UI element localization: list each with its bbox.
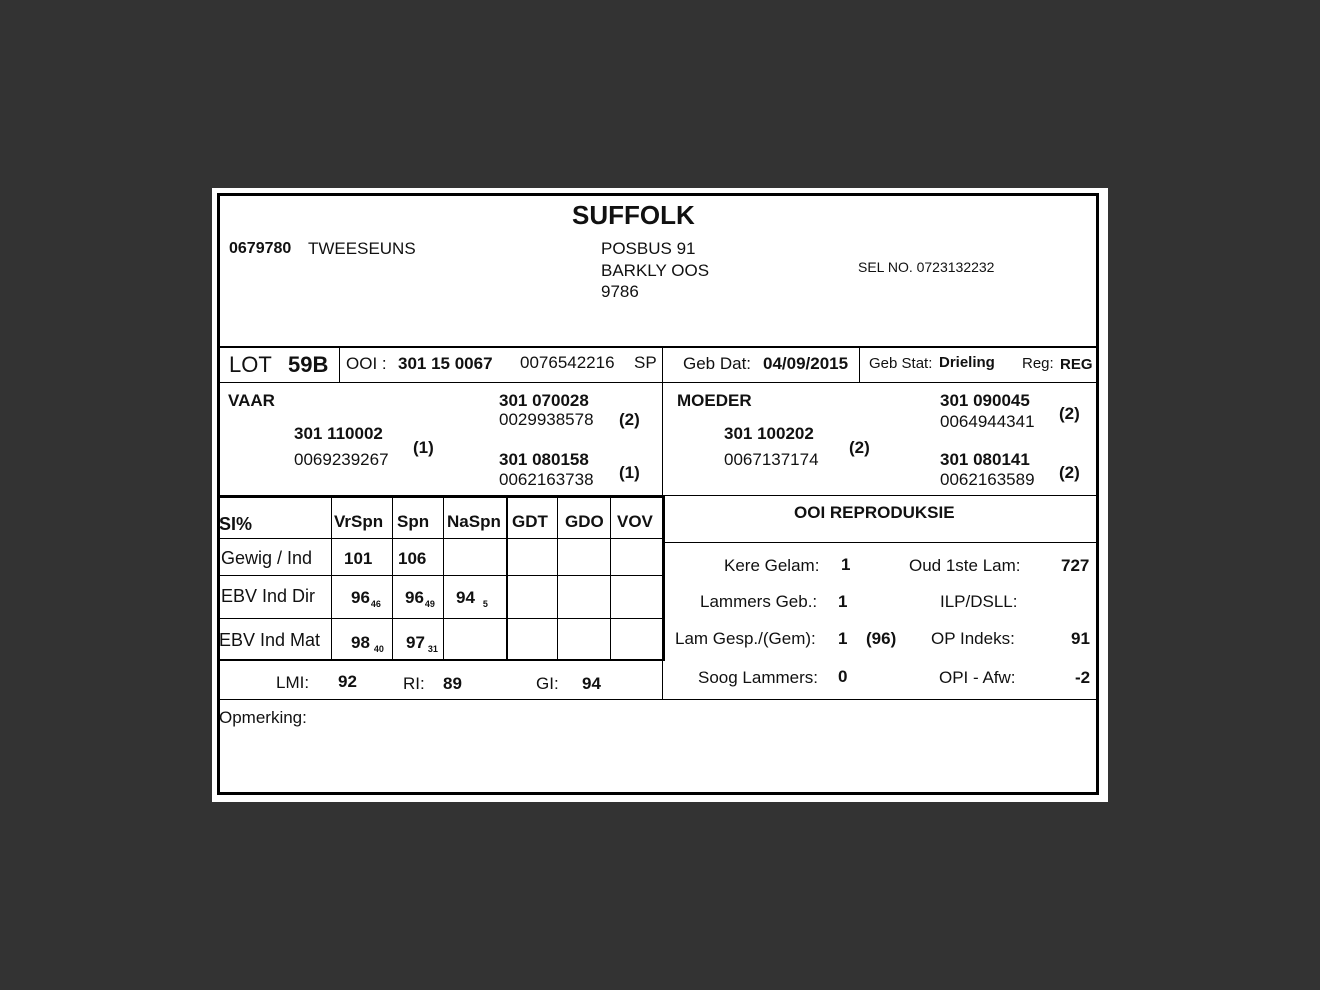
card-border: [217, 193, 1099, 795]
lammers-geb-value: 1: [838, 592, 848, 611]
table-col-rule-2: [392, 498, 393, 659]
row-label-gewig: Gewig / Ind: [221, 548, 313, 568]
ri-value: 89: [443, 674, 462, 693]
lmi-label: LMI:: [276, 673, 310, 692]
divider-lot-top: [220, 346, 1097, 348]
ebv-mat-vrspn: 98 $_{40}$: [351, 633, 384, 654]
ooi-id: 301 15 0067: [398, 354, 493, 373]
moeder-ref: 0067137174: [724, 450, 819, 469]
soog-lammers-label: Soog Lammers:: [698, 668, 818, 687]
table-header-rule: [220, 538, 664, 539]
ebv-dir-naspn-sub: 5: [482, 599, 488, 609]
divider-remarks: [220, 699, 1097, 700]
vaar-dam-mark: (1): [619, 463, 640, 482]
header-vrspn: VrSpn: [334, 512, 384, 531]
moeder-dam-id: 301 080141: [940, 450, 1030, 469]
table-col-rule-4: [506, 498, 508, 659]
header-si-pct: SI%: [219, 514, 253, 534]
ri-label: RI:: [403, 674, 425, 693]
op-indeks-value: 91: [1071, 629, 1090, 648]
opi-afw-value: -2: [1075, 668, 1091, 687]
vaar-sire-id: 301 070028: [499, 391, 589, 410]
address-postcode: 9786: [601, 282, 639, 301]
reg-label: Reg:: [1022, 355, 1054, 372]
vaar-ref: 0069239267: [294, 450, 389, 469]
ebv-mat-spn-sub: 31: [427, 644, 438, 654]
divider-lot-bottom: [220, 382, 1097, 383]
ebv-dir-vrspn-sub: 46: [370, 599, 381, 609]
moeder-dam-ref: 0062163589: [940, 470, 1035, 489]
ooi-label: OOI :: [346, 354, 387, 373]
lam-gesp-gem-value: (96): [866, 629, 897, 648]
lot-number: 59B: [288, 352, 329, 377]
table-col-rule-3: [443, 498, 444, 659]
lmi-value: 92: [338, 672, 357, 691]
geb-dat-label: Geb Dat:: [683, 354, 752, 373]
ebv-dir-naspn: 94 $_5$: [456, 588, 488, 609]
gi-value: 94: [582, 674, 601, 693]
ooi-code: SP: [634, 353, 657, 372]
lammers-geb-label: Lammers Geb.:: [700, 592, 818, 611]
soog-lammers-value: 0: [838, 667, 848, 686]
remarks-label: Opmerking:: [219, 708, 307, 727]
repro-header-rule: [664, 542, 1097, 543]
header-vov: VOV: [617, 512, 653, 531]
vaar-label: VAAR: [228, 391, 275, 410]
lot-label: LOT: [229, 352, 272, 377]
moeder-label: MOEDER: [677, 391, 752, 410]
moeder-dam-mark: (2): [1059, 463, 1080, 482]
divider-lot-2: [662, 347, 663, 382]
row-label-ebv-mat: EBV Ind Mat: [219, 630, 321, 650]
moeder-sire-ref: 0064944341: [940, 412, 1035, 431]
kere-gelam-value: 1: [841, 555, 851, 574]
kere-gelam-label: Kere Gelam:: [724, 556, 820, 575]
address-line-1: POSBUS 91: [601, 239, 696, 258]
vaar-id: 301 110002: [294, 424, 383, 443]
header-gdt: GDT: [512, 512, 548, 531]
geb-stat-value: Drieling: [939, 354, 995, 371]
divider-lot-1: [339, 347, 340, 382]
table-border-right: [663, 496, 665, 661]
header-spn: Spn: [397, 512, 430, 531]
address-line-2: BARKLY OOS: [601, 261, 710, 280]
table-border-bottom: [219, 659, 665, 661]
vaar-dam-id: 301 080158: [499, 450, 589, 469]
ebv-dir-spn-sub: 49: [424, 599, 435, 609]
table-row-rule-1: [220, 575, 664, 576]
header-gdo: GDO: [565, 512, 604, 531]
lam-gesp-value: 1: [838, 629, 848, 648]
opi-afw-label: OPI - Afw:: [939, 668, 1016, 687]
breed-title: SUFFOLK: [572, 200, 695, 230]
ilp-dsll-label: ILP/DSLL:: [940, 592, 1018, 611]
moeder-id: 301 100202: [724, 424, 814, 443]
ebv-dir-spn: $96_{49}$: [405, 588, 435, 609]
repro-title: OOI REPRODUKSIE: [794, 503, 955, 522]
gewig-vrspn: 101: [344, 549, 373, 568]
moeder-mark: (2): [849, 438, 870, 457]
lam-gesp-label: Lam Gesp./(Gem):: [675, 629, 816, 648]
op-indeks-label: OP Indeks:: [931, 629, 1015, 648]
owner-name: TWEESEUNS: [308, 239, 416, 258]
vaar-mark: (1): [413, 438, 434, 457]
vaar-sire-mark: (2): [619, 410, 640, 429]
divider-lot-3: [859, 347, 860, 382]
table-border-top: [219, 496, 665, 498]
phone-number: SEL NO. 0723132232: [858, 259, 995, 275]
geb-stat-label: Geb Stat:: [869, 355, 933, 372]
ebv-mat-spn: 97 $_{31}$: [406, 633, 438, 654]
row-label-ebv-dir: EBV Ind Dir: [221, 586, 316, 606]
moeder-sire-mark: (2): [1059, 404, 1080, 423]
reg-value: REG: [1060, 356, 1093, 373]
table-row-rule-2: [220, 618, 664, 619]
owner-number: 0679780: [229, 240, 292, 257]
moeder-sire-id: 301 090045: [940, 391, 1030, 410]
ooi-ref: 0076542216: [520, 353, 615, 372]
oud-1ste-lam-label: Oud 1ste Lam:: [909, 556, 1021, 575]
header-naspn: NaSpn: [447, 512, 501, 531]
geb-dat-value: 04/09/2015: [763, 354, 849, 373]
oud-1ste-lam-value: 727: [1061, 556, 1090, 575]
table-col-rule-1: [331, 498, 332, 659]
vaar-sire-ref: 0029938578: [499, 410, 594, 429]
gi-label: GI:: [536, 674, 559, 693]
ebv-mat-vrspn-sub: 40: [373, 644, 384, 654]
ebv-dir-vrspn: $96_{46}$: [351, 588, 381, 609]
table-col-rule-5: [557, 498, 558, 659]
table-col-rule-6: [610, 498, 611, 659]
gewig-spn: 106: [398, 549, 427, 568]
vaar-dam-ref: 0062163738: [499, 470, 594, 489]
